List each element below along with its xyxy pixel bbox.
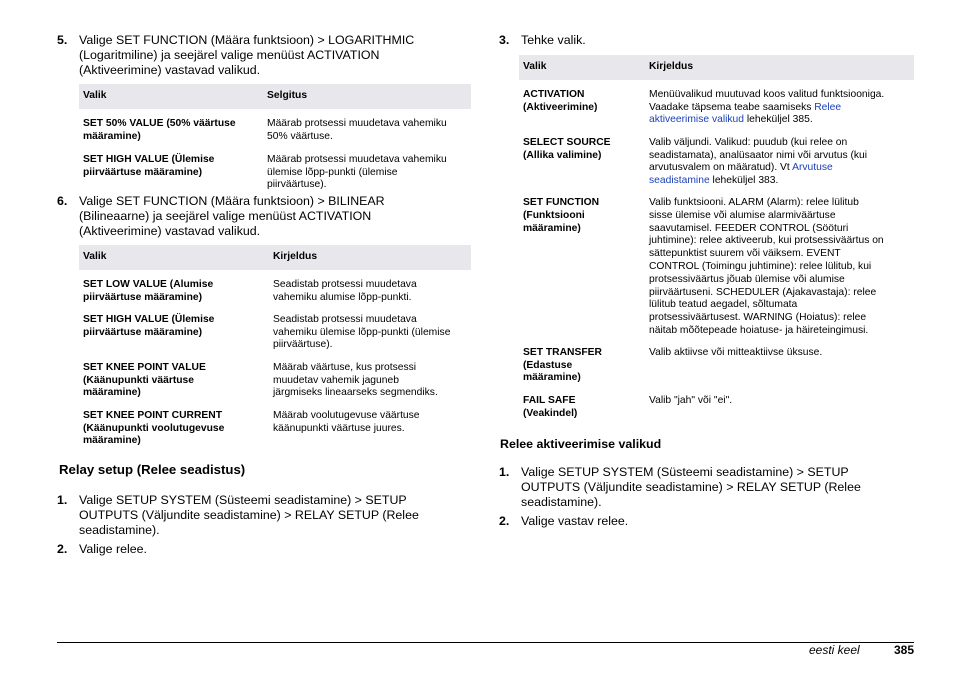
step-text: (Logaritmiline) ja seejärel valige menüüst ACTIVATION [79, 48, 380, 62]
description-cell: Seadistab protsessi muudetava vahemiku ülemise lõpp-punkti (ülemise piirväärtuse). [273, 313, 451, 351]
table-row [79, 109, 471, 145]
cross-reference-link[interactable]: aktiveerimise valikud [649, 114, 744, 126]
step-number: 5. [57, 33, 68, 47]
step-number: 2. [57, 542, 68, 556]
table-row [519, 80, 914, 128]
step-text: Valige SET FUNCTION (Määra funktsioon) > LOGARITHMIC [79, 33, 415, 47]
description-cell: Valib aktiivse või mitteaktiivse üksuse. [649, 346, 823, 358]
section-subheading: Relee aktiveerimise valikud [500, 437, 662, 451]
description-cell: Valib "jah" või "ei". [649, 394, 733, 406]
description-cell: Valib funktsiooni. ALARM (Alarm): relee lülitub sisse ülemise või alumise alarmiväärtuse saavutamisel. FEEDER CONTROL (Sööturi juhtimine): relee aktiveerub, kui protsessiväärtus on sättepunktist suurem või väiksem. EVENT CONTROL (Toimingu juhtimine): relee lülitub, kui protsessiväärtus jõuab ülemise või alumise piirväärtuseni. SCHEDULER (Ajakavastaja): relee lülitub teatud aegadel, sõltumata protsessiväärtusest. WARNING (Hoiatus): relee näitab mõõtepeade hoiatuse- ja häireteingimusi. [649, 196, 884, 336]
table-row [79, 270, 471, 305]
footer-divider [57, 642, 914, 643]
table-row [519, 338, 914, 386]
option-cell: FAIL SAFE (Veakindel) [523, 394, 578, 419]
step-text: Valige vastav relee. [521, 514, 629, 528]
table-row [79, 353, 471, 401]
option-cell: SET KNEE POINT VALUE (Käänupunkti väärtuse määramine) [83, 361, 206, 399]
column-header: Selgitus [263, 84, 471, 109]
column-header: Valik [79, 84, 263, 109]
column-header: Kirjeldus [645, 55, 914, 80]
options-table-relay [519, 55, 914, 420]
cross-reference-link[interactable]: Relee [814, 101, 842, 113]
option-cell: SET HIGH VALUE (Ülemise piirväärtuse määramine) [83, 313, 215, 338]
option-cell: SET HIGH VALUE (Ülemise piirväärtuse määramine) [83, 153, 215, 178]
table-row [79, 145, 471, 192]
step-text: (Aktiveerimine) vastavad valikud. [79, 63, 261, 77]
step-number: 1. [499, 465, 510, 479]
options-table-bilinear [79, 245, 471, 448]
table-row [519, 188, 914, 338]
description-cell: Menüüvalikud muutuvad koos valitud funktsiooniga. Vaadake täpsema teabe saamiseks Relee aktiveerimise valikud leheküljel 385. [649, 88, 885, 126]
step-text: seadistamine). [521, 495, 602, 509]
step-number: 1. [57, 493, 68, 507]
step-text: Valige SET FUNCTION (Määra funktsioon) > BILINEAR [79, 194, 385, 208]
step-text: Tehke valik. [521, 33, 586, 47]
table-header [79, 84, 471, 109]
step-text: OUTPUTS (Väljundite seadistamine) > RELAY SETUP (Relee [521, 480, 861, 494]
table-row [79, 305, 471, 353]
column-header: Kirjeldus [269, 245, 471, 270]
step-text: (Aktiveerimine) vastavad valikud. [79, 224, 261, 238]
option-cell: SELECT SOURCE (Allika valimine) [523, 136, 611, 161]
table-row [519, 386, 914, 421]
option-cell: SET LOW VALUE (Alumise piirväärtuse määramine) [83, 278, 214, 303]
table-row [519, 128, 914, 188]
table-row [79, 401, 471, 448]
step-text: (Bilineaarne) ja seejärel valige menüüst ACTIVATION [79, 209, 372, 223]
step-number: 6. [57, 194, 68, 208]
description-cell: Määrab väärtuse, kus protsessi muudetav vahemik jaguneb järgmiseks lineaarseks segmendiks. [273, 361, 438, 399]
step-text: Valige SETUP SYSTEM (Süsteemi seadistamine) > SETUP [79, 493, 407, 507]
option-cell: SET 50% VALUE (50% väärtuse määramine) [83, 117, 236, 142]
step-text: seadistamine). [79, 523, 160, 537]
option-cell: SET TRANSFER (Edastuse määramine) [523, 346, 602, 384]
footer-language: eesti keel [809, 643, 860, 657]
cross-reference-link[interactable]: Arvutuse [792, 162, 833, 174]
step-text: OUTPUTS (Väljundite seadistamine) > RELAY SETUP (Relee [79, 508, 419, 522]
column-header: Valik [519, 55, 645, 80]
step-number: 2. [499, 514, 510, 528]
cross-reference-link[interactable]: seadistamine [649, 175, 710, 187]
description-cell: Määrab protsessi muudetava vahemiku ülemise lõpp-punkti (ülemise piirväärtuse). [267, 153, 447, 191]
step-text: Valige SETUP SYSTEM (Süsteemi seadistamine) > SETUP [521, 465, 849, 479]
step-text: Valige relee. [79, 542, 147, 556]
description-cell: Määrab voolutugevuse väärtuse käänupunkti väärtuse juures. [273, 409, 420, 434]
table-header [519, 55, 914, 80]
step-number: 3. [499, 33, 510, 47]
table-header [79, 245, 471, 270]
page-number: 385 [894, 643, 915, 657]
options-table-logarithmic [79, 84, 471, 192]
option-cell: SET FUNCTION (Funktsiooni määramine) [523, 196, 600, 234]
description-cell: Valib väljundi. Valikud: puudub (kui relee on seadistamata), analüsaator nimi või arvutus (kui arvutusvalem on määratud). Vt Arvutuse seadistamine leheküljel 383. [649, 136, 868, 187]
description-cell: Seadistab protsessi muudetava vahemiku alumise lõpp-punkti. [273, 278, 417, 303]
option-cell: SET KNEE POINT CURRENT (Käänupunkti voolutugevuse määramine) [83, 409, 225, 447]
option-cell: ACTIVATION (Aktiveerimine) [523, 88, 598, 113]
description-cell: Määrab protsessi muudetava vahemiku 50% väärtuse. [267, 117, 447, 142]
column-header: Valik [79, 245, 269, 270]
section-heading: Relay setup (Relee seadistus) [59, 462, 246, 477]
